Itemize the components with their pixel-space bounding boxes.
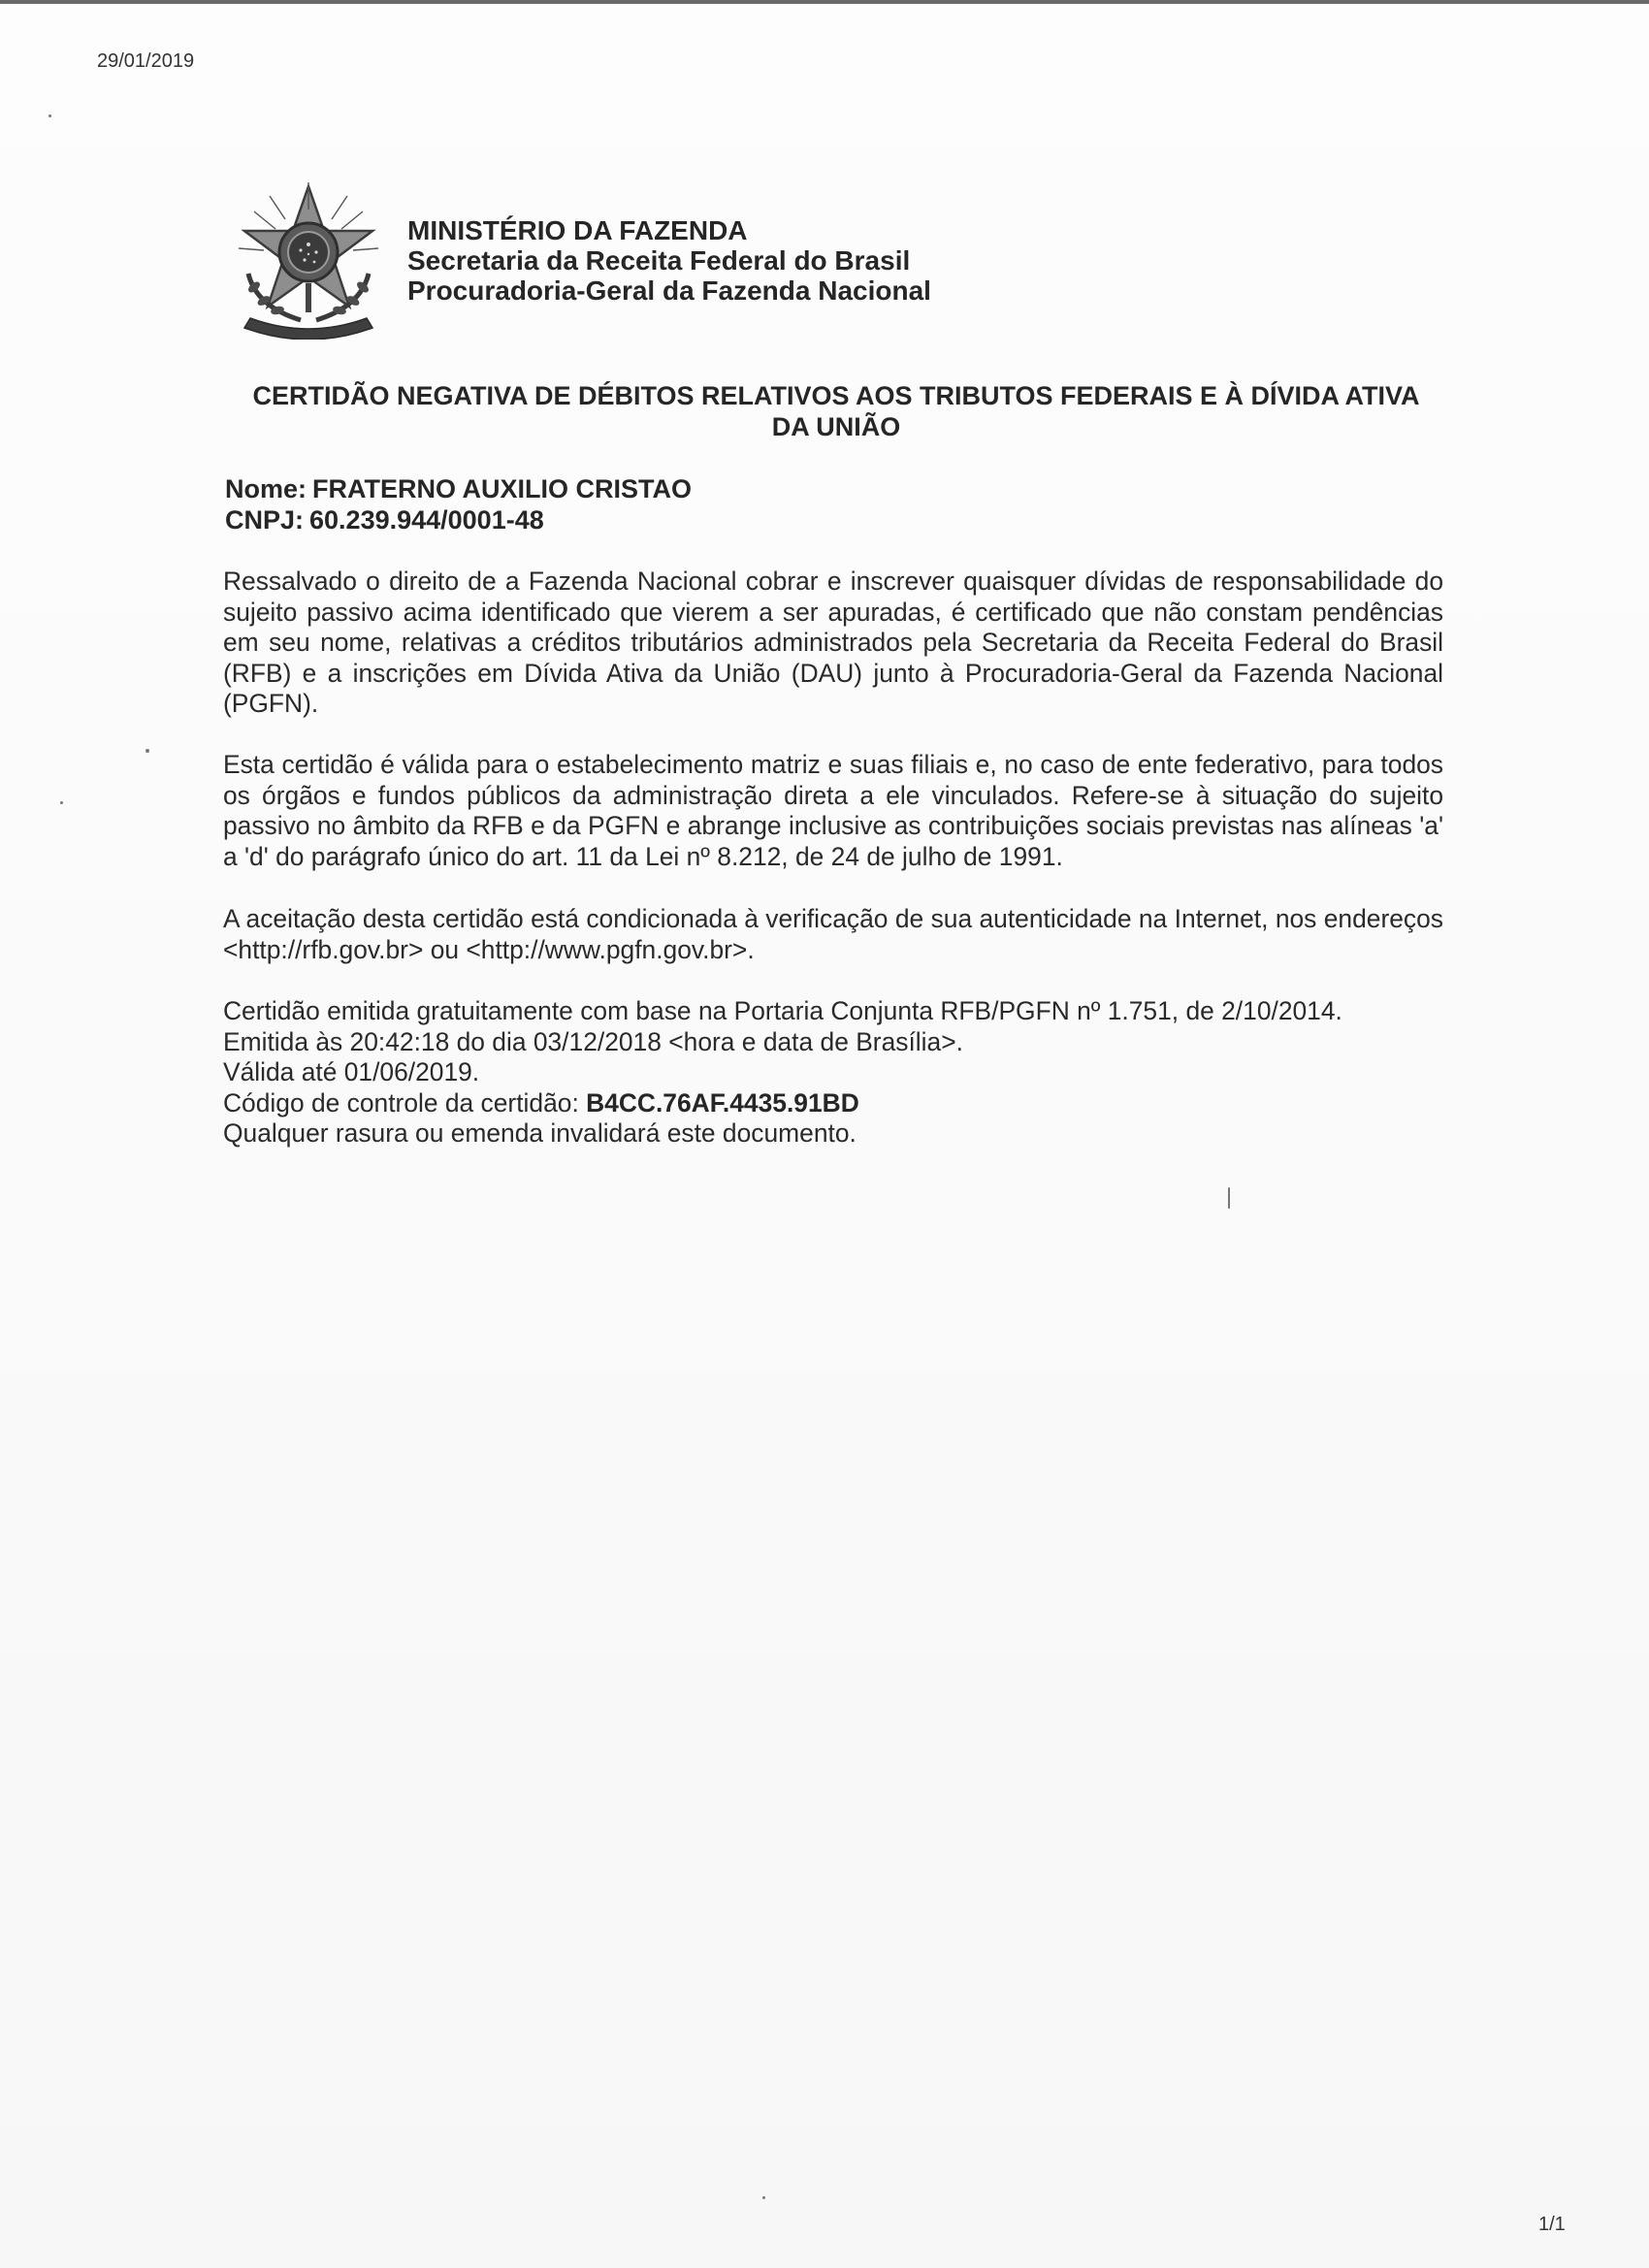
cnpj-label: CNPJ: <box>225 505 305 535</box>
control-code-label: Código de controle da certidão: <box>223 1087 579 1118</box>
scan-top-edge <box>0 0 1649 4</box>
scan-speck <box>48 114 51 117</box>
scan-speck <box>146 749 149 753</box>
issuance-details <box>223 996 1342 1150</box>
document-title <box>225 380 1447 442</box>
attorney-office-name: Procuradoria-Geral da Fazenda Nacional <box>407 275 931 306</box>
paragraph-validity-scope: Esta certidão é válida para o estabelecimento matriz e suas filiais e, no caso de ente federativo, para todos os órgãos e fundos públicos da administração direta a ele vinculados. Refere-se à situação do sujeito passivo no âmbito da RFB e da PGFN e abrange inclusive as contribuições sociais previstas nas alíneas 'a' a 'd' do parágrafo único do art. 11 da Lei nº 8.212, de 24 de julho de 1991. <box>223 750 1443 871</box>
taxpayer-cnpj: 60.239.944/0001-48 <box>309 505 544 535</box>
taxpayer-name: FRATERNO AUXILIO CRISTAO <box>312 474 693 503</box>
document-title-line-1: CERTIDÃO NEGATIVA DE DÉBITOS RELATIVOS AOS TRIBUTOS FEDERAIS E À DÍVIDA ATIVA <box>252 381 1420 410</box>
scan-speck <box>762 2196 765 2199</box>
paragraph-certification: Ressalvado o direito de a Fazenda Nacional cobrar e inscrever quaisquer dívidas de responsabilidade do sujeito passivo acima identificado que vierem a ser apuradas, é certificado que não constam pendências em seu nome, relativas a créditos tributários administrados pela Secretaria da Receita Federal do Brasil (RFB) e a inscrições em Dívida Ativa da União (DAU) junto à Procuradoria-Geral da Fazenda Nacional (PGFN). <box>223 567 1443 719</box>
issued-at: Emitida às 20:42:18 do dia 03/12/2018 <hora e data de Brasília>. <box>223 1026 963 1056</box>
ministry-name: MINISTÉRIO DA FAZENDA <box>407 215 748 245</box>
page-number: 1/1 <box>1538 2214 1566 2235</box>
paragraph-authenticity: A aceitação desta certidão está condicionada à verificação de sua autenticidade na Internet, nos endereços <http://rfb.gov.br> ou <http://www.pgfn.gov.br>. <box>223 904 1443 964</box>
coat-of-arms-emblem <box>231 180 386 340</box>
disclaimer: Qualquer rasura ou emenda invalidará este documento. <box>223 1118 857 1149</box>
secretariat-name: Secretaria da Receita Federal do Brasil <box>407 245 911 275</box>
issuance-basis: Certidão emitida gratuitamente com base na Portaria Conjunta RFB/PGFN nº 1.751, de 2/10/2014. <box>223 996 1342 1025</box>
control-code-value: B4CC.76AF.4435.91BD <box>586 1087 859 1118</box>
issuer-header <box>407 215 931 306</box>
control-code-row <box>223 1088 1342 1119</box>
taxpayer-identity <box>225 473 692 535</box>
taxpayer-name-row <box>225 473 692 504</box>
valid-until: Válida até 01/06/2019. <box>223 1057 480 1087</box>
taxpayer-cnpj-row <box>225 504 692 535</box>
document-title-line-2: DA UNIÃO <box>771 412 901 441</box>
scan-speck <box>1228 1187 1230 1209</box>
print-date: 29/01/2019 <box>97 50 195 72</box>
name-label: Nome: <box>225 474 307 503</box>
scan-speck <box>60 801 63 804</box>
